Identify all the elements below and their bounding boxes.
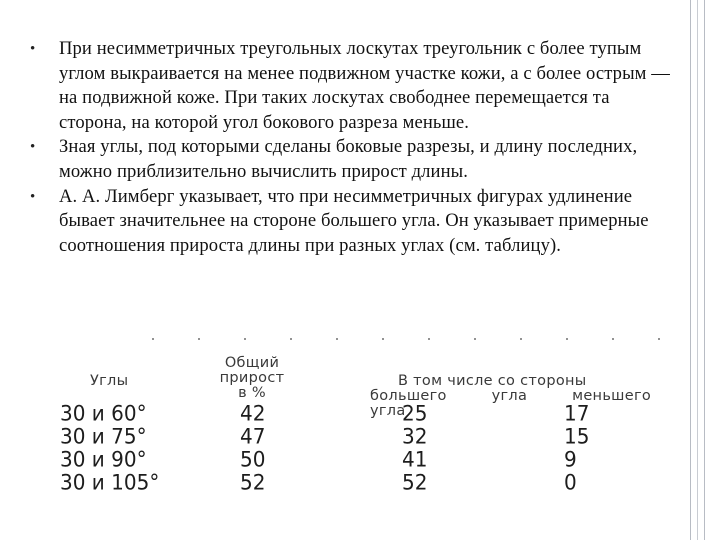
cell-angles: 30 и 75° <box>60 423 147 449</box>
cell-smaller: 15 <box>564 423 590 449</box>
scanned-table <box>52 318 692 540</box>
header-smaller-angle: меньшего угла <box>370 388 652 419</box>
table-row <box>60 471 690 494</box>
header-group-title: В том числе со стороны <box>398 373 587 389</box>
cell-total: 42 <box>240 400 266 426</box>
bullet-item <box>30 185 680 259</box>
cell-bigger: 41 <box>402 446 428 472</box>
cell-total: 47 <box>240 423 266 449</box>
cell-angles: 30 и 105° <box>60 469 160 495</box>
header-bigger-angle: большего угла <box>370 388 528 404</box>
bullet-text: При несимметричных треугольных лоскутах треугольник с более тупым углом выкраивается на менее подвижном участке кожи, а с более острым — на подвижной коже. При таких лоскутах свободнее перемещается та сторона, на которой угол бокового разреза меньше. <box>59 38 670 133</box>
header-angles: Углы <box>90 373 129 389</box>
cell-total: 52 <box>240 469 266 495</box>
table-row <box>60 448 690 471</box>
cell-angles: 30 и 60° <box>60 400 147 426</box>
cell-bigger: 25 <box>402 400 428 426</box>
table-top-rule <box>152 338 672 340</box>
bullet-list <box>30 37 680 258</box>
bullet-text: Зная углы, под которыми сделаны боковые разрезы, и длину последних, можно приблизительно вычислить прирост длины. <box>59 136 638 182</box>
cell-smaller: 17 <box>564 400 590 426</box>
cell-bigger: 52 <box>402 469 428 495</box>
bullet-item <box>30 135 680 184</box>
bullet-item <box>30 37 680 135</box>
cell-angles: 30 и 90° <box>60 446 147 472</box>
bullet-icon: • <box>30 41 36 57</box>
cell-smaller: 0 <box>564 469 577 495</box>
table-body <box>60 402 690 494</box>
frame-border-right <box>704 0 705 540</box>
cell-smaller: 9 <box>564 446 577 472</box>
cell-total: 50 <box>240 446 266 472</box>
table-row <box>60 425 690 448</box>
bullet-icon: • <box>30 188 36 205</box>
header-total: Общий прирост в % <box>219 355 285 401</box>
frame-border-middle <box>697 0 698 540</box>
table-row <box>60 402 690 425</box>
bullet-icon: • <box>30 139 36 156</box>
cell-bigger: 32 <box>402 423 428 449</box>
bullet-text: А. А. Лимберг указывает, что при несимметричных фигурах удлинение бывает значительнее на стороне большего угла. Он указывает примерные соотношения прироста длины при разных углах (см. таблицу). <box>59 185 649 256</box>
